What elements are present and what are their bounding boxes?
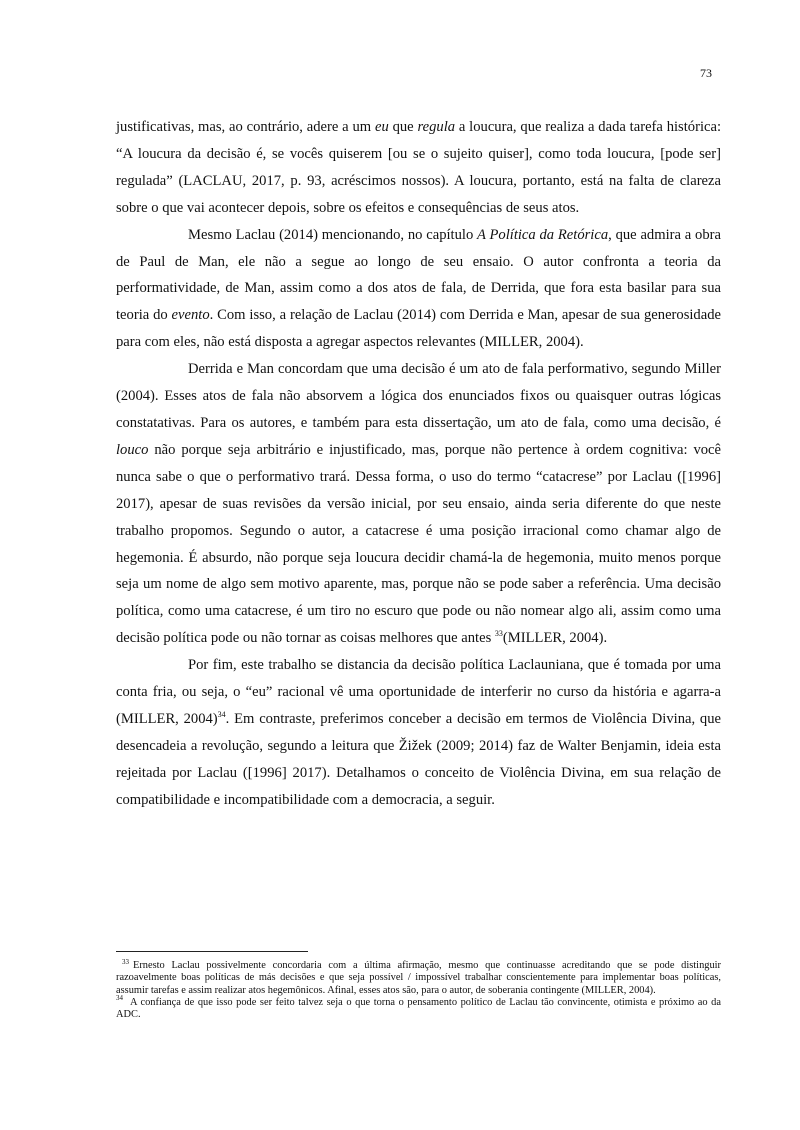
paragraph-4: [116, 652, 721, 813]
text-run: Derrida e Man concordam que uma decisão é um ato de fala performativo, segundo Miller (2004). Esses atos de fala não absorvem a lógica dos enunciados fixos ou quaisquer outras lógicas constatativas. Para os autores, e também para esta dissertação, um ato de fala, como uma decisão, é: [116, 361, 721, 431]
text-run: justificativas, mas, ao contrário, adere a um: [116, 119, 375, 135]
text-run: . Em contraste, preferimos conceber a decisão em termos de Violência Divina, que desencadeia a revolução, segundo a leitura que Žižek (2009; 2014) faz de Walter Benjamin, ideia esta rejeitada por Laclau ([1996] 2017). Detalhamos o conceito de Violência Divina, em sua relação de compatibilidade e incompatibilidade com a democracia, a seguir.: [116, 710, 721, 808]
text-run: Por fim, este trabalho se distancia da decisão política Laclauniana, que é tomada por uma conta fria, ou seja, o “eu” racional vê uma oportunidade de interferir no curso da história e agarra-a (MILLER, 2004): [116, 657, 721, 727]
footnote-separator: [116, 951, 308, 952]
footnote-33: [116, 957, 721, 997]
italic-run: evento: [171, 307, 210, 324]
text-run: que: [388, 119, 418, 135]
paragraph-3: [116, 356, 721, 652]
text-run: não porque seja arbitrário e injustificado, mas, porque não pertence à ordem cognitiva: você nunca sabe o que o performativo trará. Dessa forma, o uso do termo “catacrese” por Laclau ([1996] 2017), apesar de suas revisões da versão inicial, por seu ensaio, ainda seria diferente do que neste trabalho propomos. Segundo o autor, a catacrese é uma posição irracional como chamar algo de hegemonia. É absurdo, não porque seja loucura decidir chamá-la de hegemonia, muito menos porque seja um nome de algo sem motivo aparente, mas, porque não se pode saber a referência. Uma decisão política, como uma catacrese, é um tiro no escuro que pode ou não nomear algo ali, assim como uma decisão política pode ou não tornar as coisas melhores que antes: [116, 441, 721, 647]
footnote-34: [116, 994, 721, 1022]
paragraph-1: [116, 114, 721, 222]
italic-run: A Política da Retórica: [477, 226, 609, 243]
italic-run: louco: [116, 441, 149, 458]
footnote-ref-33[interactable]: 33: [494, 629, 503, 639]
text-run: Mesmo Laclau (2014) mencionando, no capítulo: [188, 226, 478, 243]
footnote-mark: 34: [116, 994, 123, 1003]
footnote-mark: 33: [122, 957, 129, 966]
italic-run: eu: [374, 119, 389, 135]
footnotes: [116, 957, 721, 1021]
text-run: (MILLER, 2004).: [502, 630, 608, 647]
text-run: . Com isso, a relação de Laclau (2014) com Derrida e Man, apesar de sua generosidade para com eles, não está disposta a agregar aspectos relevantes (MILLER, 2004).: [116, 307, 721, 351]
body-text: [116, 114, 721, 814]
footnote-text: A confiança de que isso pode ser feito talvez seja o que torna o pensamento político de Laclau tão convincente, otimista e próximo ao da ADC.: [116, 996, 721, 1021]
italic-run: regula: [417, 119, 456, 135]
footnote-text: Ernesto Laclau possivelmente concordaria com a última afirmação, mesmo que continuasse acreditando que se pode distinguir razoavelmente boas políticas de más decisões e que seja possível / impossível trabalhar conscientemente para implementar boas políticas, assumir tarefas e assim realizar atos hegemônicos. Afinal, esses atos são, para o autor, de soberania contingente (MILLER, 2004).: [116, 960, 721, 996]
page-number: 73: [700, 66, 712, 80]
paragraph-2: [116, 222, 721, 357]
text-run: a loucura, que realiza a dada tarefa histórica: “A loucura da decisão é, se vocês quiserem [ou se o sujeito quiser], como toda loucura, [pode ser] regulada” (LACLAU, 2017, p. 93, acréscimos nossos). A loucura, portanto, está na falta de clareza sobre o que vai acontecer depois, sobre os efeitos e consequências de seus atos.: [116, 119, 722, 216]
footnote-ref-34[interactable]: 34: [217, 710, 226, 720]
text-run: , que admira a obra de Paul de Man, ele não a segue ao longo de seu ensaio. O autor confronta a teoria da performatividade, de Man, assim como a dos atos de fala, de Derrida, que fora esta basilar para sua teoria do: [116, 226, 721, 324]
